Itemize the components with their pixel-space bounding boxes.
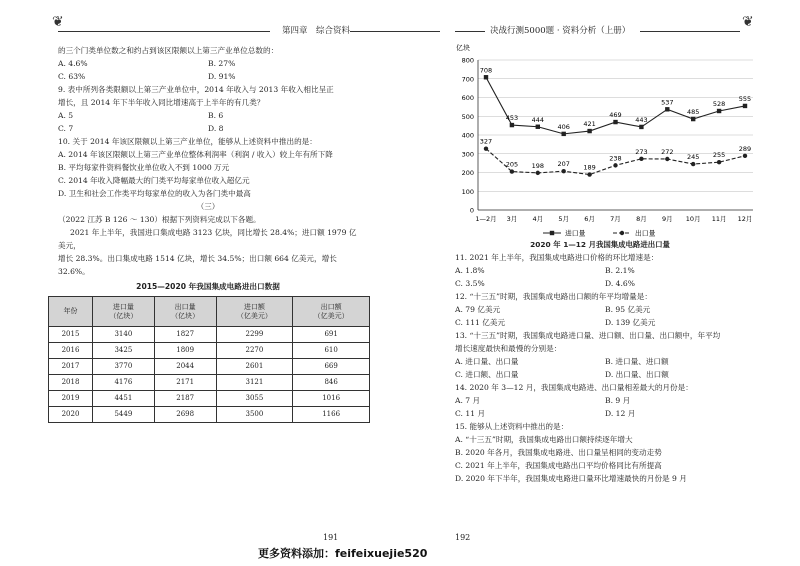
option: A. 2014 年该区限额以上第三产业单位整体利润率（利润 / 收入）较上年有所下降	[58, 150, 333, 159]
export-data-label: 273	[635, 147, 648, 156]
export-point	[717, 160, 721, 164]
table-header: 年份	[49, 297, 93, 327]
question-tail: 的三个门类单位数之和约占到该区限额以上第三产业单位总数的：	[58, 46, 279, 55]
x-tick-label: 3月	[506, 215, 518, 223]
q8-options	[58, 70, 358, 83]
table-header: 进口量 （亿块）	[93, 297, 155, 327]
option: D. 4.6%	[605, 279, 635, 288]
q9-options	[58, 122, 358, 135]
data-table	[48, 296, 370, 423]
table-cell: 1016	[293, 391, 370, 407]
material-paragraph: 2021 年上半年，我国进口集成电路 3123 亿块，同比增长 28.4%；进口额 1979 亿美元，	[58, 228, 357, 250]
import-data-label: 537	[661, 98, 674, 107]
export-point	[639, 157, 643, 161]
section-heading: （三）	[196, 202, 220, 211]
option: B. 2.1%	[605, 266, 635, 275]
q13-options	[455, 355, 755, 368]
q13-options	[455, 368, 755, 381]
import-data-label: 485	[686, 108, 700, 117]
option: A. 7 月	[455, 396, 481, 405]
table-cell: 1809	[154, 343, 216, 359]
export-data-label: 207	[557, 160, 570, 169]
table-cell: 2018	[49, 375, 93, 391]
q9-stem: 9. 表中所列各类限额以上第三产业单位中，2014 年收入与 2013 年收入相比呈正	[58, 85, 334, 94]
option: A. 进口量、出口量	[455, 357, 519, 366]
option: D. 139 亿美元	[605, 318, 656, 327]
y-tick-label: 200	[461, 169, 474, 177]
option: A. 4.6%	[58, 59, 88, 68]
import-point	[665, 107, 669, 111]
table-cell: 846	[293, 375, 370, 391]
export-data-label: 289	[738, 144, 752, 153]
x-tick-label: 11月	[711, 215, 727, 223]
import-data-label: 421	[583, 120, 596, 129]
import-line	[486, 77, 745, 134]
page-number-right: 192	[455, 533, 471, 542]
option: D. 2020 年下半年，我国集成电路进口量环比增速最快的月份是 9 月	[455, 474, 687, 483]
table-row	[49, 343, 370, 359]
page-number-left: 191	[323, 533, 339, 542]
import-data-label: 469	[609, 111, 622, 120]
q12-options	[455, 316, 755, 329]
table-cell: 3140	[93, 327, 155, 343]
table-cell: 3121	[216, 375, 293, 391]
import-data-label: 444	[531, 115, 545, 124]
y-tick-label: 400	[461, 131, 474, 140]
import-point	[743, 104, 747, 108]
import-data-label: 528	[712, 100, 726, 108]
option: B. 95 亿美元	[605, 305, 651, 314]
import-data-label: 555	[738, 94, 752, 103]
x-tick-label: 12月	[737, 215, 753, 223]
material-intro: （2022 江苏 B 126 ～ 130）根据下列资料完成以下各题。	[58, 215, 261, 224]
table-cell: 2698	[154, 407, 216, 423]
option: B. 6	[208, 111, 224, 120]
ornament-icon: ❦	[742, 14, 754, 30]
x-tick-label: 8月	[636, 215, 647, 223]
option: B. 2020 年各月，我国集成电路进、出口量呈相同的变动走势	[455, 448, 662, 457]
table-cell: 2044	[154, 359, 216, 375]
import-data-label: 708	[479, 66, 493, 75]
import-point	[717, 109, 721, 113]
y-tick-label: 500	[461, 112, 474, 121]
y-tick-label: 600	[461, 94, 474, 102]
chapter-title: 第四章 综合资料	[282, 26, 351, 36]
import-data-label: 453	[505, 114, 519, 123]
export-data-label: 255	[712, 151, 726, 160]
option: C. 2014 年收入降幅最大的门类平均每家单位收入超亿元	[58, 176, 250, 185]
q14-stem: 14. 2020 年 3—12 月，我国集成电路进、出口量相差最大的月份是：	[455, 383, 693, 392]
table-cell: 2299	[216, 327, 293, 343]
legend-export-label: 出口量	[635, 229, 656, 238]
table-cell: 2016	[49, 343, 93, 359]
option: B. 平均每家件资料餐饮业单位收入不到 1000 万元	[58, 163, 230, 172]
table-row	[49, 359, 370, 375]
y-tick-label: 100	[461, 187, 474, 196]
table-row	[49, 375, 370, 391]
table-cell: 3425	[93, 343, 155, 359]
table-cell: 610	[293, 343, 370, 359]
option: C. 3.5%	[455, 279, 485, 288]
y-tick-label: 800	[461, 56, 474, 65]
table-cell: 5449	[93, 407, 155, 423]
option: C. 111 亿美元	[455, 318, 506, 327]
option: C. 进口额、出口量	[455, 370, 519, 379]
table-cell: 4176	[93, 375, 155, 391]
ornament-icon: ❦	[52, 14, 64, 30]
table-cell: 691	[293, 327, 370, 343]
table-cell: 4451	[93, 391, 155, 407]
chart-caption: 2020 年 1—12 月我国集成电路进出口量	[530, 240, 670, 249]
export-data-label: 198	[531, 161, 545, 170]
legend-export-marker	[620, 231, 624, 235]
export-point	[587, 172, 591, 176]
header-rule-mid2	[455, 31, 485, 32]
table-cell: 3500	[216, 407, 293, 423]
x-tick-label: 10月	[685, 215, 701, 223]
option: C. 11 月	[455, 409, 486, 418]
header-rule-mid	[350, 31, 440, 32]
option: A. 1.8%	[455, 266, 485, 275]
left-page	[58, 44, 358, 423]
table-row	[49, 391, 370, 407]
option: B. 9 月	[605, 396, 631, 405]
import-point	[536, 125, 540, 129]
option: C. 2021 年上半年，我国集成电路出口平均价格同比有所提高	[455, 461, 662, 470]
table-cell: 2015	[49, 327, 93, 343]
q15-stem: 15. 能够从上述资料中推出的是：	[455, 422, 569, 431]
import-point	[510, 123, 514, 127]
table-header-row	[49, 297, 370, 327]
export-point	[743, 154, 747, 158]
import-point	[587, 129, 591, 133]
line-chart	[448, 38, 768, 250]
q9-stem: 增长，且 2014 年下半年收入同比增速高于上半年的有几类？	[58, 98, 265, 107]
table-header: 进口额 （亿美元）	[216, 297, 293, 327]
header-rule-right	[640, 31, 740, 32]
q11-options	[455, 277, 755, 290]
q14-options	[455, 394, 755, 407]
table-cell: 1827	[154, 327, 216, 343]
export-point	[665, 157, 669, 161]
table-cell: 2017	[49, 359, 93, 375]
header-rule-left	[58, 31, 270, 32]
book-title: 决战行测5000题 · 资料分析（上册）	[490, 26, 631, 36]
table-cell: 2020	[49, 407, 93, 423]
export-point	[691, 162, 695, 166]
right-page	[455, 238, 755, 485]
page-header	[0, 0, 800, 42]
table-header: 出口量 （亿块）	[154, 297, 216, 327]
q12-stem: 12. “十三五”时期，我国集成电路出口额的年平均增量是：	[455, 292, 652, 301]
legend-import-label: 进口量	[565, 229, 586, 238]
x-tick-label: 6月	[584, 215, 595, 223]
option: D. 8	[208, 124, 224, 133]
q11-stem: 11. 2021 年上半年，我国集成电路进口价格的环比增速是：	[455, 253, 659, 262]
y-tick-label: 0	[469, 206, 474, 215]
import-point	[639, 125, 643, 129]
legend-import-marker	[550, 231, 554, 235]
q11-options	[455, 264, 755, 277]
option: D. 卫生和社会工作类平均每家单位的收入为各门类中最高	[58, 189, 251, 198]
y-tick-label: 700	[461, 75, 474, 84]
export-data-label: 245	[686, 153, 700, 162]
option: A. 79 亿美元	[455, 305, 501, 314]
import-point	[613, 120, 617, 124]
option: B. 进口量、进口额	[605, 357, 669, 366]
export-point	[613, 163, 617, 167]
export-point	[536, 171, 540, 175]
import-point	[691, 117, 695, 121]
export-data-label: 272	[661, 148, 674, 156]
material-paragraph: 增长 28.3%。出口集成电路 1514 亿块，增长 34.5%；出口额 664 亿美元，增长 32.6%。	[58, 254, 337, 276]
table-cell: 2187	[154, 391, 216, 407]
option: D. 12 月	[605, 409, 636, 418]
x-tick-label: 4月	[532, 215, 544, 223]
table-cell: 3770	[93, 359, 155, 375]
table-title: 2015—2020 年我国集成电路进出口数据	[136, 282, 280, 291]
q13-stem: 13. “十三五”时期，我国集成电路进口量、进口额、出口量、出口额中，年平均	[455, 331, 721, 340]
export-point	[510, 169, 514, 173]
table-cell: 2019	[49, 391, 93, 407]
option: B. 27%	[208, 59, 236, 68]
q12-options	[455, 303, 755, 316]
q10-stem: 10. 关于 2014 年该区限额以上第三产业单位，能够从上述资料中推出的是：	[58, 137, 317, 146]
table-cell: 2270	[216, 343, 293, 359]
table-row	[49, 407, 370, 423]
option: D. 91%	[208, 72, 236, 81]
export-data-label: 238	[609, 154, 622, 163]
table-cell: 2601	[216, 359, 293, 375]
table-cell: 669	[293, 359, 370, 375]
table-row	[49, 327, 370, 343]
import-data-label: 406	[557, 122, 570, 131]
chart	[448, 38, 768, 254]
table-cell: 3055	[216, 391, 293, 407]
option: C. 7	[58, 124, 74, 133]
q14-options	[455, 407, 755, 420]
table-cell: 1166	[293, 407, 370, 423]
import-data-label: 443	[635, 115, 648, 124]
q9-options	[58, 109, 358, 122]
table-header: 出口额 （亿美元）	[293, 297, 370, 327]
table-cell: 2171	[154, 375, 216, 391]
export-data-label: 189	[583, 163, 596, 172]
y-tick-label: 300	[461, 150, 474, 159]
y-axis-label: 亿块	[456, 44, 470, 52]
footer-watermark: 更多资料添加：feifeixuejie520	[258, 547, 428, 560]
x-tick-label: 7月	[610, 215, 621, 223]
export-data-label: 205	[505, 160, 519, 169]
x-tick-label: 1—2月	[475, 215, 497, 223]
export-point	[562, 169, 566, 173]
option: A. “十三五”时期，我国集成电路出口额持续逐年增大	[455, 435, 633, 444]
option: D. 出口量、出口额	[605, 370, 669, 379]
option: A. 5	[58, 111, 74, 120]
import-point	[562, 132, 566, 136]
x-tick-label: 9月	[661, 215, 673, 223]
export-data-label: 327	[479, 137, 493, 146]
option: C. 63%	[58, 72, 86, 81]
x-tick-label: 5月	[558, 215, 570, 223]
q8-options	[58, 57, 358, 70]
import-point	[484, 75, 488, 79]
q13-stem: 增长速度最快和最慢的分别是：	[455, 344, 562, 353]
export-point	[484, 146, 488, 150]
